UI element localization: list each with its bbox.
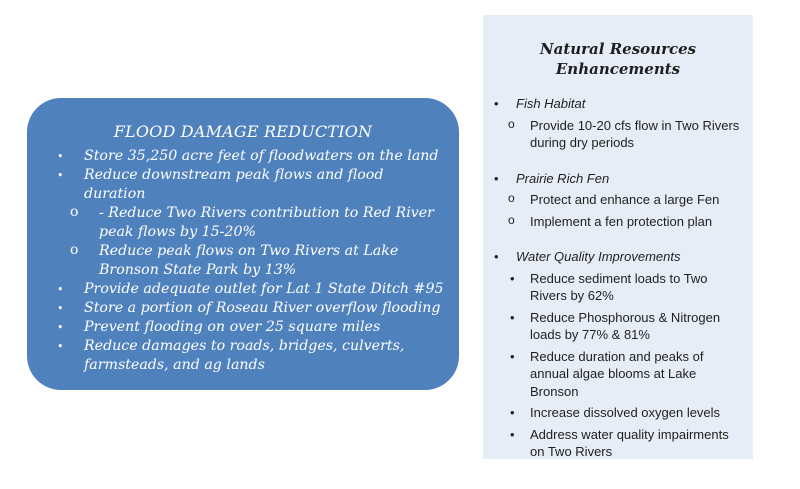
bullet-icon: • <box>57 340 64 353</box>
circle-bullet-icon: o <box>70 242 79 258</box>
category-prairie-rich-fen <box>483 170 745 188</box>
water-item <box>483 270 745 305</box>
flood-item-text: Reduce downstream peak flows and flood duration <box>84 167 384 202</box>
bullet-icon: • <box>57 169 64 182</box>
fish-item-text: Provide 10-20 cfs flow in Two Rivers during dry periods <box>530 117 740 150</box>
bullet-icon: • <box>510 348 515 364</box>
natural-benefit-list <box>483 95 745 461</box>
bullet-icon: • <box>494 249 499 264</box>
bullet-icon: • <box>57 302 64 315</box>
flood-item-text: Store 35,250 acre feet of floodwaters on the land <box>84 148 439 164</box>
bullet-icon: • <box>57 321 64 334</box>
flood-item-text: Store a portion of Roseau River overflow flooding <box>84 300 441 316</box>
flood-benefit-list <box>27 147 445 375</box>
bullet-icon: • <box>510 309 515 325</box>
flood-item <box>27 166 445 204</box>
flood-item-text: Prevent flooding on over 25 square miles <box>84 319 381 335</box>
flood-item <box>27 337 445 375</box>
fen-item <box>483 213 745 231</box>
fen-item-text: Protect and enhance a large Fen <box>530 192 720 207</box>
circle-bullet-icon: o <box>508 116 515 131</box>
category-fish-habitat <box>483 95 745 113</box>
flood-subitem <box>27 242 445 280</box>
natural-title-line2: Enhancements <box>555 60 681 78</box>
fen-item <box>483 191 745 209</box>
flood-item <box>27 280 445 299</box>
bullet-icon: • <box>57 283 64 296</box>
water-item <box>483 309 745 344</box>
bullet-icon: • <box>494 96 499 111</box>
water-item-text: Increase dissolved oxygen levels <box>530 405 721 420</box>
category-water-quality <box>483 248 745 266</box>
water-item <box>483 404 745 422</box>
bullet-icon: • <box>510 270 515 286</box>
natural-resources-panel <box>483 15 753 459</box>
water-item <box>483 348 745 401</box>
natural-title-line1: Natural Resources <box>539 40 697 58</box>
water-item-text: Address water quality impairments on Two Rivers <box>530 426 729 459</box>
bullet-icon: • <box>494 170 499 186</box>
category-label: Prairie Rich Fen <box>516 170 610 186</box>
fish-item <box>483 117 745 152</box>
category-label: Fish Habitat <box>516 96 586 111</box>
bullet-icon: • <box>510 405 515 420</box>
flood-damage-reduction-panel <box>27 98 459 390</box>
bullet-icon: • <box>57 150 64 163</box>
flood-subitem <box>27 204 445 242</box>
bullet-icon: • <box>510 426 515 442</box>
flood-item <box>27 318 445 337</box>
category-label: Water Quality Improvements <box>516 249 681 264</box>
flood-item <box>27 299 445 318</box>
circle-bullet-icon: o <box>508 212 515 227</box>
fen-item-text: Implement a fen protection plan <box>530 213 713 229</box>
flood-panel-title: FLOOD DAMAGE REDUCTION <box>113 122 373 141</box>
flood-subitem-text: Reduce peak flows on Two Rivers at Lake Bronson State Park by 13% <box>99 243 399 278</box>
water-item <box>483 426 745 461</box>
water-item-text: Reduce Phosphorous & Nitrogen loads by 77% & 81% <box>530 309 721 342</box>
water-item-text: Reduce duration and peaks of annual algae blooms at Lake Bronson <box>530 348 704 399</box>
circle-bullet-icon: o <box>508 191 515 205</box>
flood-item-text: Reduce damages to roads, bridges, culverts, farmsteads, and ag lands <box>84 338 405 373</box>
natural-panel-title <box>483 39 753 79</box>
flood-subitem-text: - Reduce Two Rivers contribution to Red River peak flows by 15-20% <box>99 205 434 240</box>
flood-item <box>27 147 445 166</box>
flood-item-text: Provide adequate outlet for Lat 1 State Ditch #95 <box>84 281 444 297</box>
water-item-text: Reduce sediment loads to Two Rivers by 62% <box>530 270 708 303</box>
circle-bullet-icon: o <box>70 204 79 220</box>
